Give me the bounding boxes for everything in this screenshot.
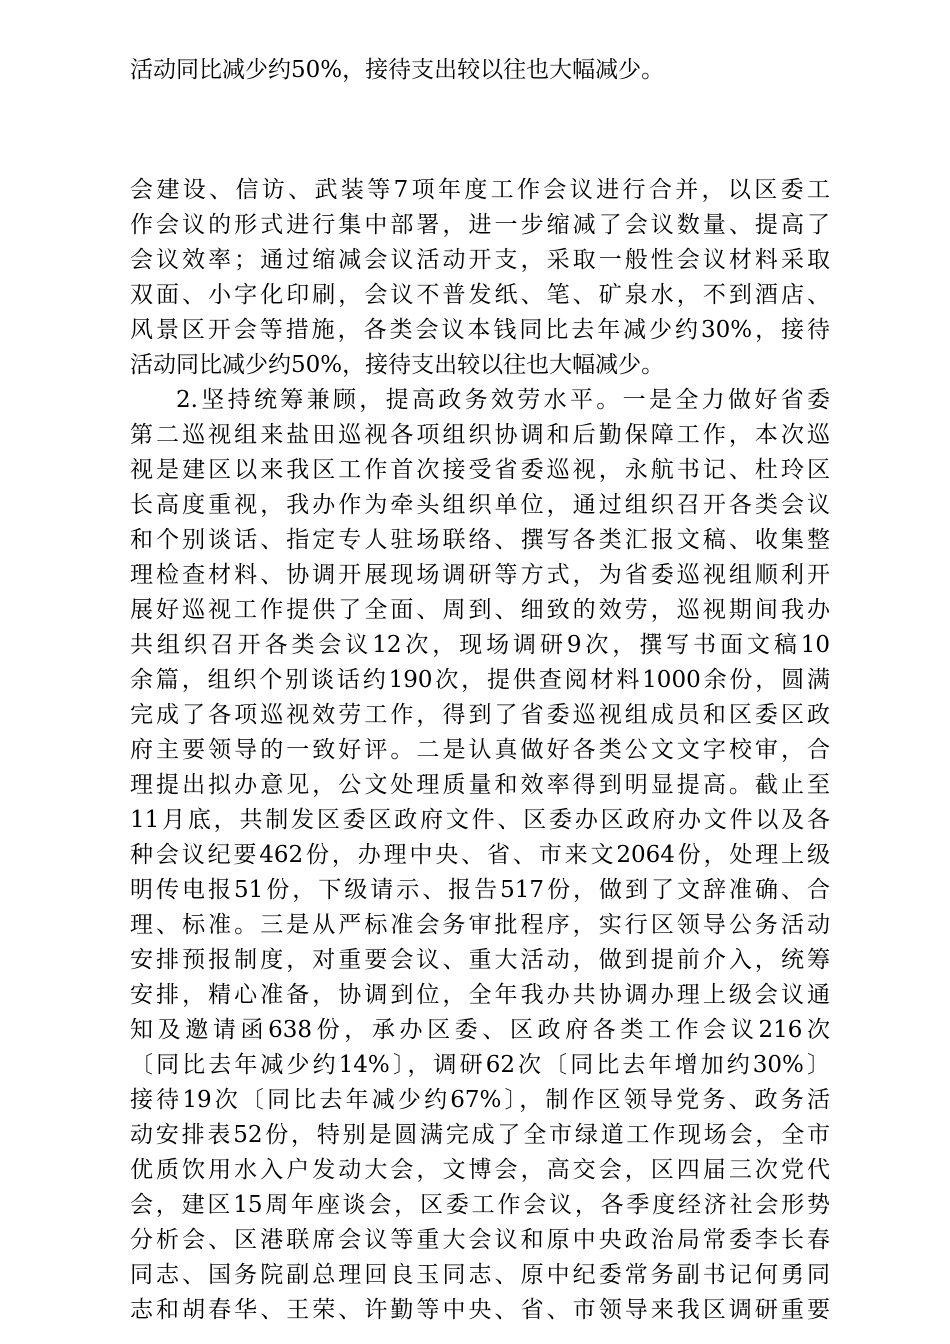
text-line-24: 安排，精心准备，协调到位，全年我办共协调办理上级会议通	[130, 982, 830, 1008]
text-line-3: 会议效率；通过缩减会议活动开支，采取一般性会议材料采取	[130, 247, 830, 273]
text-line-1: 会建设、信访、武装等7项年度工作会议进行合并，以区委工	[130, 177, 830, 203]
text-line-30: 会，建区15周年座谈会，区委工作会议，各季度经济社会形势	[130, 1192, 830, 1218]
text-line-23: 安排预报制度，对重要会议、重大活动，做到提前介入，统筹	[130, 947, 830, 973]
text-line-17: 府主要领导的一致好评。二是认真做好各类公文文字校审，合	[130, 737, 830, 763]
text-line-19: 11月底，共制发区委区政府文件、区委办区政府办文件以及各	[130, 807, 830, 833]
text-line-6: 活动同比减少约50%，接待支出较以往也大幅减少。	[130, 352, 665, 378]
text-line-21: 明传电报51份，下级请示、报告517份，做到了文辞准确、合	[130, 877, 830, 903]
text-line-9: 视是建区以来我区工作首次接受省委巡视，永航书记、杜玲区	[130, 457, 830, 483]
text-line-12: 理检查材料、协调开展现场调研等方式，为省委巡视组顺利开	[130, 562, 830, 588]
text-line-5: 风景区开会等措施，各类会议本钱同比去年减少约30%，接待	[130, 317, 830, 343]
text-line-33: 志和胡春华、王荣、许勤等中央、省、市领导来我区调研重要	[130, 1297, 830, 1323]
paragraph-heading-line: 2.坚持统筹兼顾，提高政务效劳水平。一是全力做好省委	[176, 387, 830, 413]
text-line-14: 共组织召开各类会议12次，现场调研9次，撰写书面文稿10	[130, 632, 830, 658]
text-line-13: 展好巡视工作提供了全面、周到、细致的效劳，巡视期间我办	[130, 597, 830, 623]
text-line-22: 理、标准。三是从严标准会务审批程序，实行区领导公务活动	[130, 912, 830, 938]
text-line-31: 分析会、区港联席会议等重大会议和原中央政治局常委李长春	[130, 1227, 830, 1253]
text-line-25: 知及邀请函638份，承办区委、区政府各类工作会议216次	[130, 1017, 830, 1043]
text-line-29: 优质饮用水入户发动大会，文博会，高交会，区四届三次党代	[130, 1157, 830, 1183]
text-line-8: 第二巡视组来盐田巡视各项组织协调和后勤保障工作，本次巡	[130, 422, 830, 448]
page-top-fragment: 活动同比减少约50%，接待支出较以往也大幅减少。	[130, 57, 665, 83]
text-line-15: 余篇，组织个别谈话约190次，提供查阅材料1000余份，圆满	[130, 667, 830, 693]
text-line-4: 双面、小字化印刷，会议不普发纸、笔、矿泉水，不到酒店、	[130, 282, 830, 308]
text-line-28: 动安排表52份，特别是圆满完成了全市绿道工作现场会，全市	[130, 1122, 830, 1148]
text-line-26: 〔同比去年减少约14%〕，调研62次〔同比去年增加约30%〕	[130, 1052, 830, 1078]
text-line-20: 种会议纪要462份，办理中央、省、市来文2064份，处理上级	[130, 842, 830, 868]
text-line-18: 理提出拟办意见，公文处理质量和效率得到明显提高。截止至	[130, 772, 830, 798]
text-line-32: 同志、国务院副总理回良玉同志、原中纪委常务副书记何勇同	[130, 1262, 830, 1288]
text-line-2: 作会议的形式进行集中部署，进一步缩减了会议数量、提高了	[130, 212, 830, 238]
text-line-10: 长高度重视，我办作为牵头组织单位，通过组织召开各类会议	[130, 492, 830, 518]
text-line-16: 完成了各项巡视效劳工作，得到了省委巡视组成员和区委区政	[130, 702, 830, 728]
text-line-27: 接待19次〔同比去年减少约67%〕，制作区领导党务、政务活	[130, 1087, 830, 1113]
text-line-11: 和个别谈话、指定专人驻场联络、撰写各类汇报文稿、收集整	[130, 527, 830, 553]
